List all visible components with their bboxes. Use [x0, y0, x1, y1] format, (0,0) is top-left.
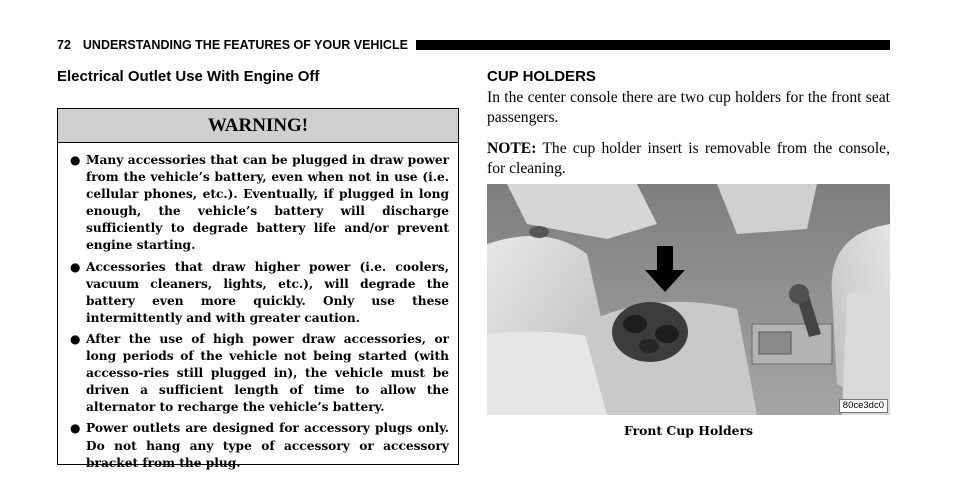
cup-holder-illustration: [487, 184, 890, 415]
photo-reference-code: 80ce3dc0: [839, 399, 888, 413]
note-text: The cup holder insert is removable from the console, for cleaning.: [487, 140, 890, 177]
section-heading-cup-holders: CUP HOLDERS: [487, 68, 596, 85]
cup-holders-paragraph: In the center console there are two cup holders for the front seat passengers.: [487, 89, 890, 126]
bullet-icon: ●: [70, 259, 81, 274]
note-paragraph: [487, 139, 890, 179]
bullet-icon: ●: [70, 153, 81, 167]
header-rule: [416, 40, 890, 50]
warning-item: ● Power outlets are designed for accessory plugs only. Do not hang any type of accessory or accessory bracket from the plug.: [70, 421, 449, 470]
warning-box: [57, 108, 459, 470]
warning-title: WARNING!: [58, 109, 458, 143]
section-heading-electrical-outlet: Electrical Outlet Use With Engine Off: [57, 68, 320, 85]
warning-list: [58, 143, 458, 472]
photo-caption: Front Cup Holders: [624, 423, 753, 438]
warning-item: ● Many accessories that can be plugged in draw power from the vehicle’s battery, even when not in use (i.e. cellular phones, etc.). Eventually, if plugged in long enough, the vehicle’s battery will discharge sufficiently to degrade battery life and/or prevent engine starting.: [70, 153, 449, 253]
bullet-icon: ●: [70, 331, 81, 346]
bullet-icon: ●: [70, 421, 81, 436]
page-number: 72: [57, 38, 71, 52]
warning-item: ● Accessories that draw higher power (i.e. coolers, vacuum cleaners, lights, etc.), will degrade the battery even more quickly. Only use these intermittently and with greater caution.: [70, 259, 449, 325]
running-header: [57, 38, 890, 52]
note-label: NOTE:: [487, 140, 537, 157]
running-title: UNDERSTANDING THE FEATURES OF YOUR VEHICLE: [82, 38, 408, 52]
warning-item: ● After the use of high power draw accessories, or long periods of the vehicle not being started (with accesso-ries still plugged in), the vehicle must be driven a sufficient length of time to allow the alternator to recharge the vehicle’s battery.: [70, 331, 449, 415]
cup-holder-photo: [487, 184, 890, 415]
